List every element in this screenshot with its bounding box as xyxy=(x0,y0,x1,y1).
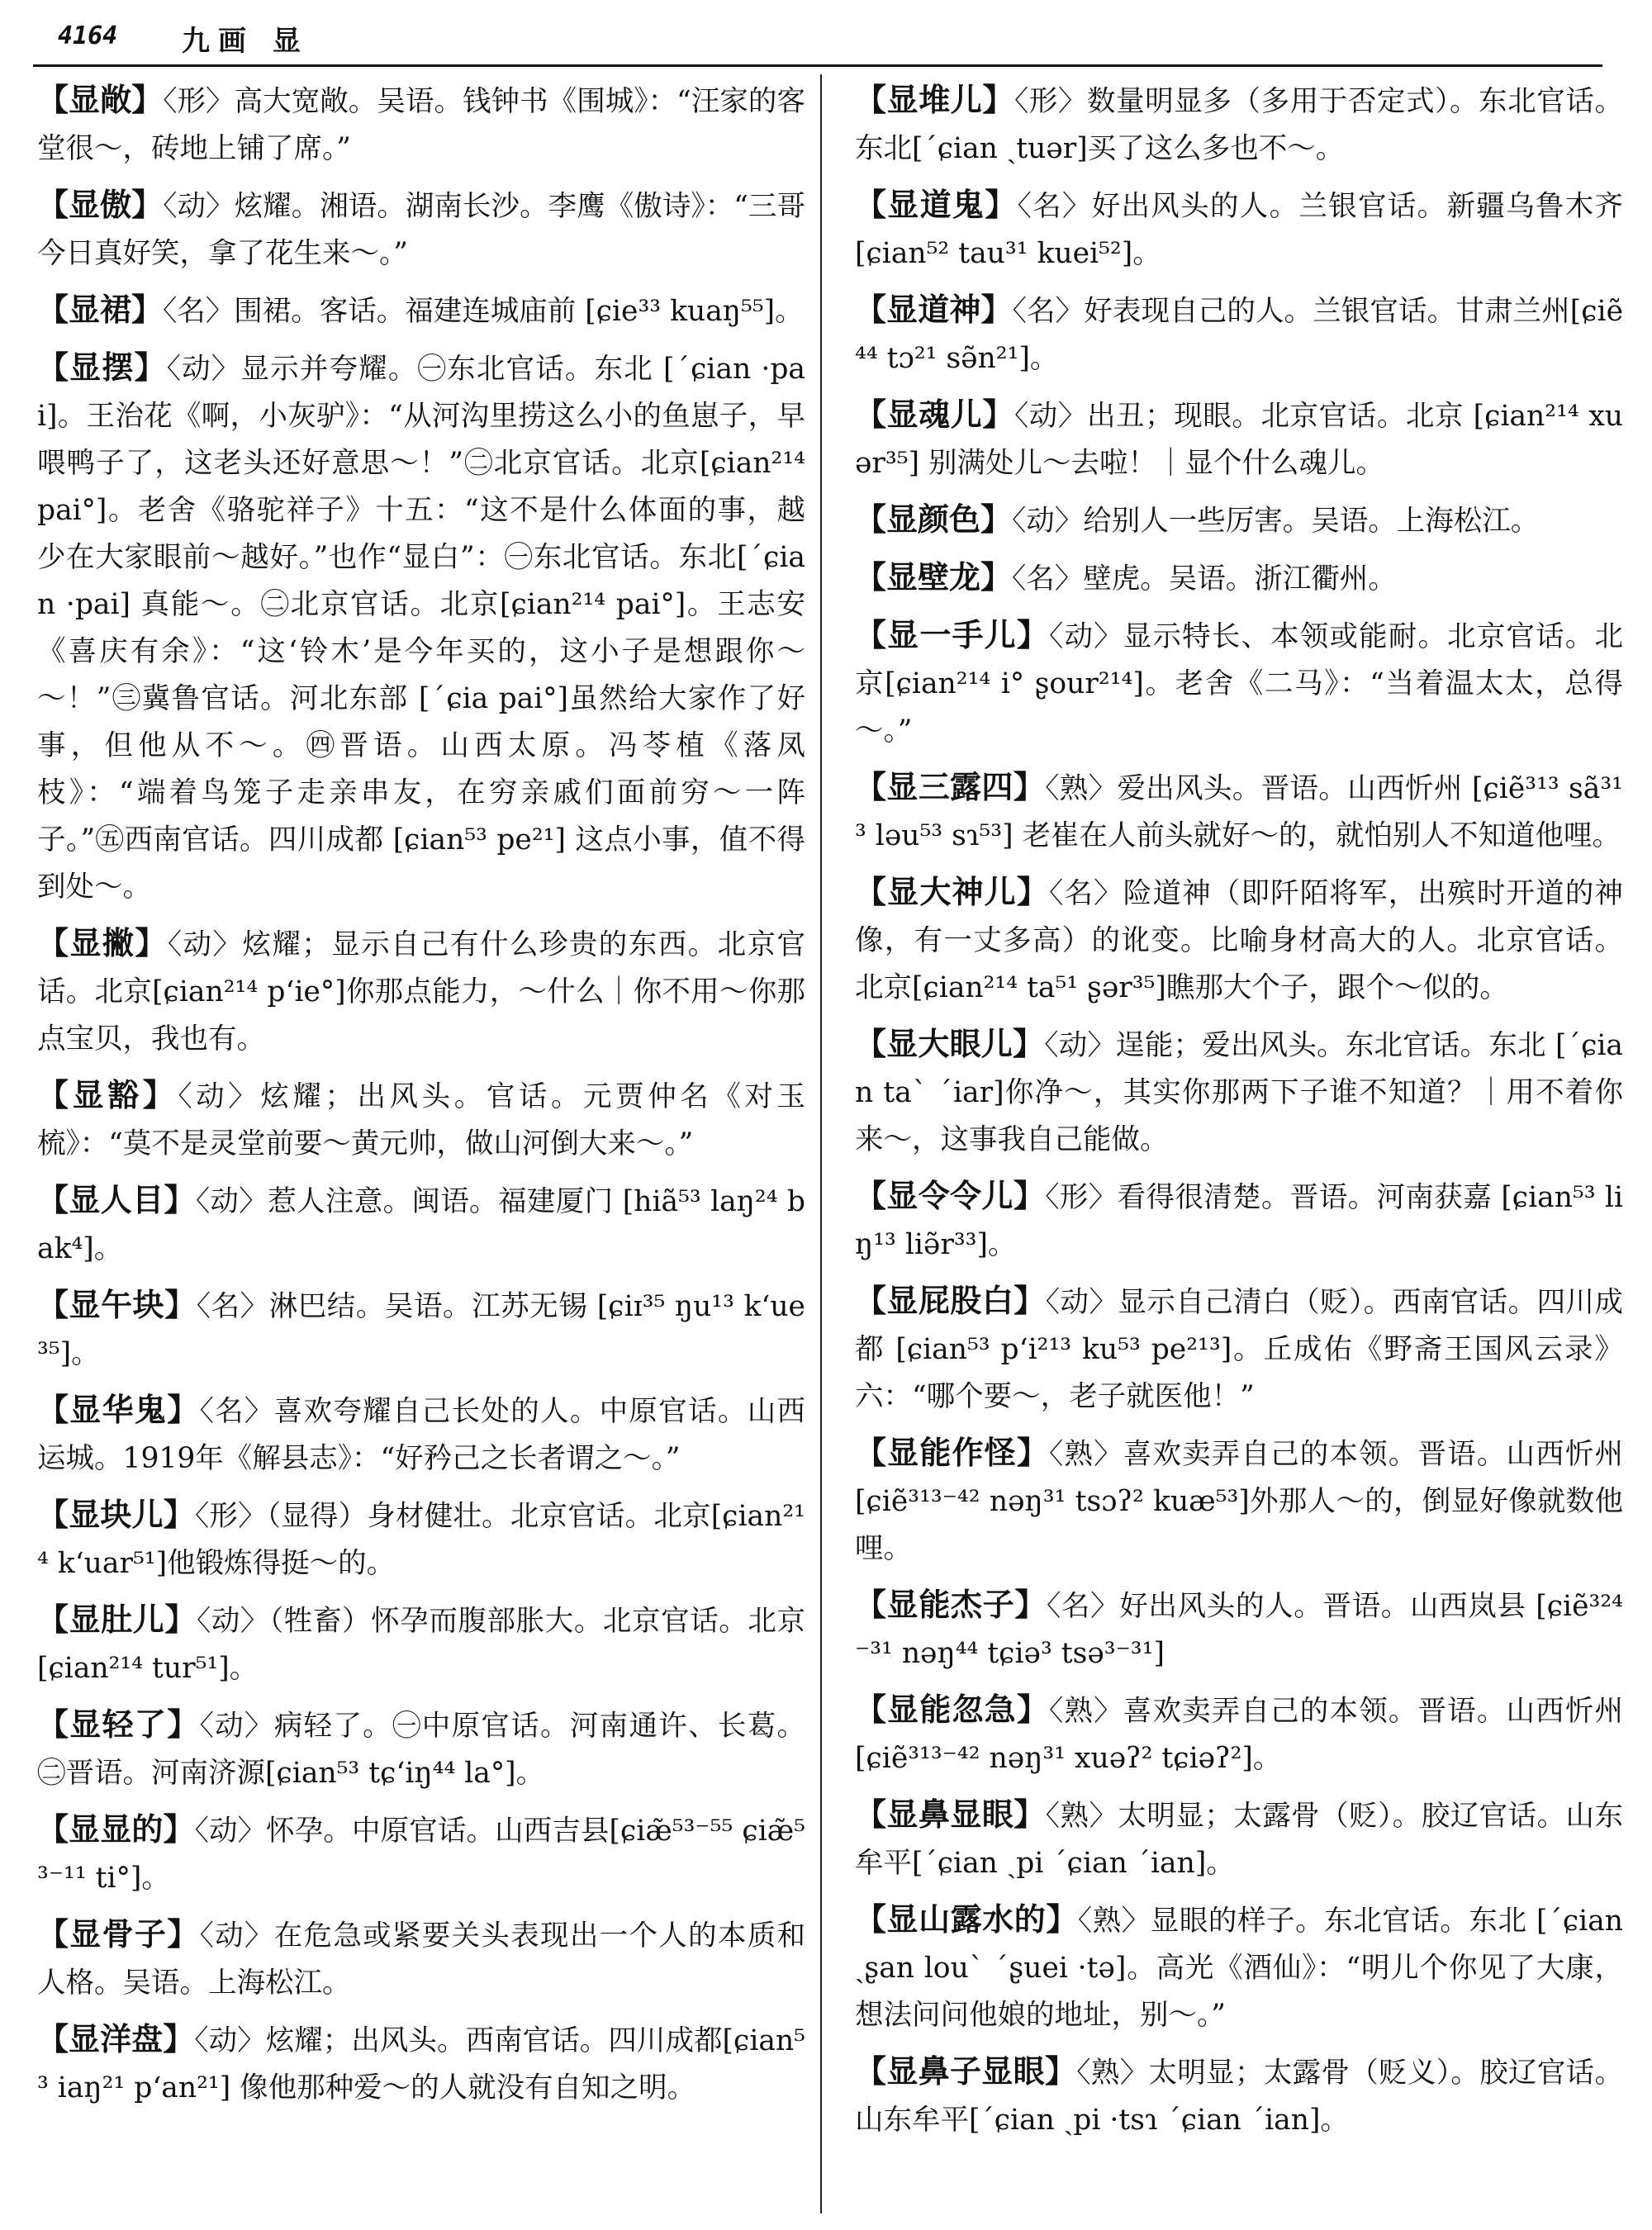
entry-body: 〈熟〉喜欢卖弄自己的本领。晋语。山西忻州[ɕiẽ³¹³⁻⁴² nəŋ³¹ tsɔʔ² kuæ⁵³]外那人～的，倒显好像就数他哩。 xyxy=(855,1438,1623,1565)
entry-headword: 【显洋盘】 xyxy=(37,2020,195,2057)
dictionary-entry xyxy=(855,868,1623,1012)
entry-body: 〈动〉（牲畜）怀孕而腹部胀大。北京官话。北京[ɕian²¹⁴ tur⁵¹]。 xyxy=(37,1605,805,1685)
entry-headword: 【显三露四】 xyxy=(855,768,1046,805)
dictionary-entry xyxy=(37,1910,805,2007)
entry-headword: 【显块儿】 xyxy=(37,1496,195,1533)
entry-body: 〈名〉壁虎。吴语。浙江衢州。 xyxy=(1012,562,1397,595)
entry-body: 〈动〉给别人一些厉害。吴语。上海松江。 xyxy=(1012,505,1540,538)
entry-body: 〈形〉（显得）身材健壮。北京官话。北京[ɕian²¹⁴ kʻuar⁵¹]他锻炼得挺～的。 xyxy=(37,1500,805,1580)
dictionary-entry xyxy=(37,1805,805,1902)
entry-body: 〈动〉炫耀。湘语。湖南长沙。李鹰《傲诗》：“三哥今日真好笑，拿了花生来～。” xyxy=(37,190,805,270)
dictionary-entry xyxy=(855,611,1623,755)
entry-headword: 【显魂儿】 xyxy=(855,396,1014,433)
entry-body: 〈动〉显示并夸耀。㊀东北官话。东北 [ˊɕian ·pai]。王治花《啊，小灰驴》：“从河沟里捞这么小的鱼崽子，早喂鸭子了，这老头还好意思～！”㊁北京官话。北京[ɕian²¹⁴ pai°]。老舍《骆驼祥子》十五：“这不是什么体面的事，越少在大家眼前～越好。”也作“显白”：㊀东北官话。东北[ˊɕian ·pai] 真能～。㊁北京官话。北京[ɕian²¹⁴ pai°]。王志安《喜庆有余》：“这‘铃木’是今年买的，这小子是想跟你～～！”㊂冀鲁官话。河北东部 [ˊɕia pai°]虽然给大家作了好事，但他从不～。㊃晋语。山西太原。冯苓植《落凤枝》：“端着鸟笼子走亲串友，在穷亲戚们面前穷～一阵子。”㊄西南官话。四川成都 [ɕian⁵³ pe²¹] 这点小事，值不得到处～。 xyxy=(37,353,805,904)
entry-headword: 【显屁股白】 xyxy=(855,1282,1046,1319)
dictionary-entry xyxy=(855,1686,1623,1782)
entry-headword: 【显令令儿】 xyxy=(855,1177,1046,1214)
entry-body: 〈动〉显示自己清白（贬）。西南官话。四川成都 [ɕian⁵³ pʻi²¹³ ku⁵³ pe²¹³]。丘成佑《野斋王国风云录》六：“哪个要～，老子就医他！” xyxy=(855,1286,1623,1413)
entry-headword: 【显敞】 xyxy=(37,81,164,118)
dictionary-entry xyxy=(855,181,1623,278)
entry-headword: 【显华鬼】 xyxy=(37,1391,200,1428)
entry-body: 〈熟〉显眼的样子。东北官话。东北 [ˊɕian ˏʂan louˋ ˊʂuei ·tə]。高光《酒仙》：“明儿个你见了大康，想法问问他娘的地址，别～。” xyxy=(855,1905,1623,2032)
entry-body: 〈名〉好表现自己的人。兰银官话。甘肃兰州[ɕiẽ⁴⁴ tɔ²¹ sə̃n²¹]。 xyxy=(855,295,1623,375)
entry-headword: 【显裙】 xyxy=(37,291,164,328)
dictionary-entry xyxy=(37,1491,805,1587)
dictionary-entry xyxy=(855,286,1623,382)
entry-body: 〈名〉好出风头的人。晋语。山西岚县 [ɕiẽ³²⁴⁻³¹ nəŋ⁴⁴ tɕiə³ tsə³⁻³¹] xyxy=(855,1590,1623,1670)
entry-headword: 【显能杰子】 xyxy=(855,1586,1047,1623)
dictionary-entry xyxy=(855,1172,1623,1269)
entry-body: 〈熟〉太明显；太露骨（贬）。胶辽官话。山东牟平[ˊɕian ˏpi ˊɕian ˊian]。 xyxy=(855,1800,1623,1880)
dictionary-entry xyxy=(855,1791,1623,1887)
dictionary-entry xyxy=(855,1277,1623,1421)
right-column xyxy=(855,76,1623,2215)
dictionary-entry xyxy=(855,1581,1623,1677)
entry-body: 〈动〉怀孕。中原官话。山西吉县[ɕiæ̃⁵³⁻⁵⁵ ɕiæ̃⁵³⁻¹¹ ti°]。 xyxy=(37,1815,805,1895)
entry-body: 〈熟〉太明显；太露骨（贬义）。胶辽官话。山东牟平[ˊɕian ˏpi ·tsɿ ˊɕian ˊian]。 xyxy=(855,2057,1623,2137)
left-column xyxy=(37,76,805,2215)
dictionary-entry xyxy=(855,496,1623,545)
entry-body: 〈名〉围裙。客话。福建连城庙前 [ɕie³³ kuaŋ⁵⁵]。 xyxy=(163,295,804,328)
entry-headword: 【显轻了】 xyxy=(37,1706,200,1743)
section-title: 九画 显 xyxy=(182,25,309,58)
dictionary-entry xyxy=(37,286,805,335)
dictionary-entry xyxy=(37,1281,805,1378)
entry-body: 〈动〉炫耀；出风头。西南官话。四川成都[ɕian⁵³ iaŋ²¹ pʻan²¹] 像他那种爱～的人就没有自知之明。 xyxy=(37,2024,805,2104)
entry-headword: 【显山露水的】 xyxy=(855,1900,1078,1938)
dictionary-entry xyxy=(855,1896,1623,2039)
dictionary-entry xyxy=(37,1176,805,1273)
entry-headword: 【显肚儿】 xyxy=(37,1601,197,1638)
entry-body: 〈形〉高大宽敞。吴语。钱钟书《围城》：“汪家的客堂很～，砖地上铺了席。” xyxy=(37,85,805,165)
dictionary-entry xyxy=(37,1701,805,1797)
dictionary-entry xyxy=(37,181,805,278)
dictionary-entry xyxy=(855,2047,1623,2144)
entry-headword: 【显大神儿】 xyxy=(855,873,1050,910)
dictionary-entry xyxy=(855,763,1623,860)
entry-headword: 【显道神】 xyxy=(855,291,1013,328)
entry-body: 〈动〉炫耀；显示自己有什么珍贵的东西。北京官话。北京[ɕian²¹⁴ pʻie°]你那点能力，～什么｜你不用～你那点宝贝，我也有。 xyxy=(37,928,805,1056)
entry-body: 〈动〉炫耀；出风头。官话。元贾仲名《对玉梳》：“莫不是灵堂前要～黄元帅，做山河倒大来～。” xyxy=(37,1080,805,1160)
dictionary-entry xyxy=(37,1071,805,1168)
dictionary-entry xyxy=(855,76,1623,173)
entry-headword: 【显午块】 xyxy=(37,1286,197,1323)
entry-headword: 【显鼻子显眼】 xyxy=(855,2052,1077,2090)
page-header xyxy=(50,15,1602,64)
dictionary-entry xyxy=(855,1020,1623,1164)
column-divider xyxy=(820,74,822,2213)
entry-body: 〈名〉喜欢夸耀自己长处的人。中原官话。山西运城。1919年《解县志》：“好矜己之长者谓之～。” xyxy=(37,1395,805,1475)
entry-body: 〈动〉逞能；爱出风头。东北官话。东北 [ˊɕian taˋ ˊiar]你净～，其实你那两下子谁不知道？｜用不着你来～，这事我自己能做。 xyxy=(855,1029,1623,1156)
dictionary-entry xyxy=(855,553,1623,603)
entry-headword: 【显豁】 xyxy=(37,1076,178,1113)
entry-body: 〈动〉在危急或紧要关头表现出一个人的本质和人格。吴语。上海松江。 xyxy=(37,1919,805,2000)
entry-headword: 【显骨子】 xyxy=(37,1915,200,1952)
entry-headword: 【显能忽急】 xyxy=(855,1691,1050,1728)
dictionary-entry xyxy=(37,1386,805,1483)
entry-headword: 【显鼻显眼】 xyxy=(855,1796,1046,1833)
entry-headword: 【显人目】 xyxy=(37,1181,196,1218)
entry-headword: 【显道鬼】 xyxy=(855,186,1018,223)
entry-headword: 【显显的】 xyxy=(37,1810,195,1848)
entry-headword: 【显摆】 xyxy=(37,349,167,386)
dictionary-entry xyxy=(37,76,805,173)
entry-body: 〈熟〉爱出风头。晋语。山西忻州 [ɕiẽ³¹³ sã³¹³ ləu⁵³ sɿ⁵³] 老崔在人前头就好～的，就怕别人不知道他哩。 xyxy=(855,772,1623,852)
entry-headword: 【显大眼儿】 xyxy=(855,1025,1045,1062)
entry-headword: 【显一手儿】 xyxy=(855,616,1050,653)
entry-body: 〈动〉显示特长、本领或能耐。北京官话。北京[ɕian²¹⁴ i° ʂour²¹⁴]。老舍《二马》：“当着温太太，总得～。” xyxy=(855,620,1623,747)
entry-headword: 【显能作怪】 xyxy=(855,1434,1050,1471)
dictionary-entry xyxy=(37,1596,805,1692)
entry-body: 〈名〉好出风头的人。兰银官话。新疆乌鲁木齐[ɕian⁵² tau³¹ kuei⁵²]。 xyxy=(855,190,1623,270)
entry-headword: 【显堆儿】 xyxy=(855,81,1014,118)
entry-body: 〈动〉出丑；现眼。北京官话。北京 [ɕian²¹⁴ xuər³⁵] 别满处儿～去啦！｜显个什么魂儿。 xyxy=(855,400,1623,480)
entry-body: 〈动〉惹人注意。闽语。福建厦门 [hiã⁵³ laŋ²⁴ bak⁴]。 xyxy=(37,1185,805,1265)
dictionary-entry xyxy=(37,919,805,1063)
entry-headword: 【显壁龙】 xyxy=(855,558,1013,595)
dictionary-entry xyxy=(37,344,805,911)
entry-body: 〈形〉数量明显多（多用于否定式）。东北官话。东北[ˊɕian ˏtuər]买了这么多也不～。 xyxy=(855,85,1623,165)
header-rule xyxy=(33,64,1602,67)
entry-headword: 【显撇】 xyxy=(37,924,168,961)
entry-body: 〈动〉病轻了。㊀中原官话。河南通许、长葛。㊁晋语。河南济源[ɕian⁵³ tɕʻiŋ⁴⁴ la°]。 xyxy=(37,1710,805,1790)
entry-body: 〈名〉险道神（即阡陌将军，出殡时开道的神像，有一丈多高）的讹变。比喻身材高大的人。北京官话。北京[ɕian²¹⁴ ta⁵¹ ʂər³⁵]瞧那大个子，跟个～似的。 xyxy=(855,877,1623,1004)
entry-body: 〈形〉看得很清楚。晋语。河南获嘉 [ɕian⁵³ liŋ¹³ liə̃r³³]。 xyxy=(855,1181,1623,1261)
dictionary-entry xyxy=(37,2015,805,2112)
entry-body: 〈名〉淋巴结。吴语。江苏无锡 [ɕiɪ³⁵ ŋu¹³ kʻue³⁵]。 xyxy=(37,1290,805,1370)
dictionary-entry xyxy=(855,391,1623,487)
dictionary-entry xyxy=(855,1429,1623,1573)
page-number: 4164 xyxy=(58,21,118,50)
entry-headword: 【显傲】 xyxy=(37,186,164,223)
entry-body: 〈熟〉喜欢卖弄自己的本领。晋语。山西忻州[ɕiẽ³¹³⁻⁴² nəŋ³¹ xuəʔ² tɕiəʔ²]。 xyxy=(855,1695,1623,1775)
entry-headword: 【显颜色】 xyxy=(855,501,1013,538)
